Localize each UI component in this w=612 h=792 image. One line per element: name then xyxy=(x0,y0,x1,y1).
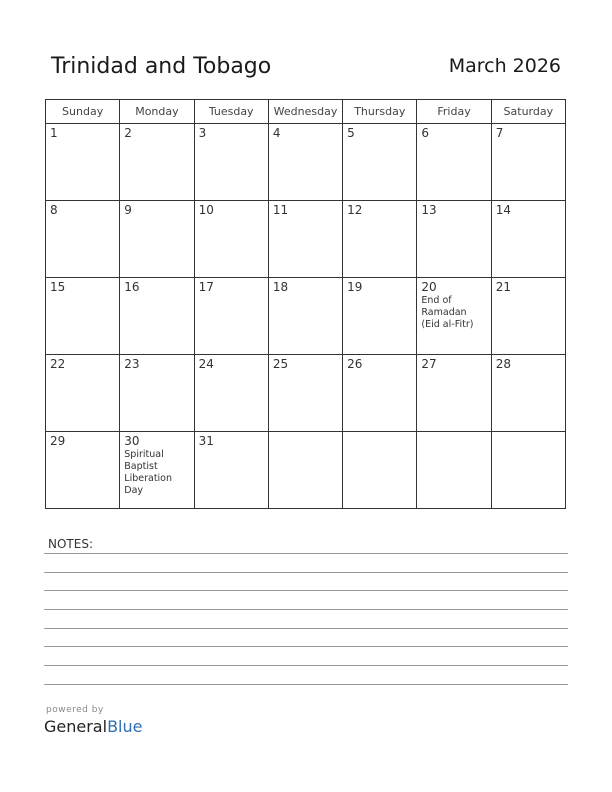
day-number: 28 xyxy=(495,357,511,371)
day-cell xyxy=(268,124,342,201)
day-number: 23 xyxy=(124,357,140,371)
day-cell xyxy=(120,432,194,509)
day-number: 26 xyxy=(347,357,363,371)
weekday-sunday: Sunday xyxy=(46,100,120,124)
day-number: 10 xyxy=(198,203,214,217)
calendar-month: March 2026 xyxy=(448,55,561,77)
note-line xyxy=(44,646,568,647)
day-number: 19 xyxy=(347,280,363,294)
day-number: 14 xyxy=(495,203,511,217)
empty-day-cell xyxy=(491,432,565,509)
day-number: 3 xyxy=(198,126,207,140)
day-cell xyxy=(491,124,565,201)
weekday-monday: Monday xyxy=(120,100,194,124)
day-cell xyxy=(491,355,565,432)
day-cell xyxy=(417,201,491,278)
day-number: 22 xyxy=(50,357,66,371)
day-cell xyxy=(343,124,417,201)
day-cell xyxy=(194,201,268,278)
notes-label: NOTES: xyxy=(48,537,93,551)
day-cell xyxy=(46,432,120,509)
weekday-thursday: Thursday xyxy=(343,100,417,124)
day-cell xyxy=(343,355,417,432)
week-row xyxy=(46,124,566,201)
day-number: 12 xyxy=(347,203,363,217)
day-number: 21 xyxy=(495,280,511,294)
day-cell xyxy=(343,278,417,355)
week-row xyxy=(46,432,566,509)
brand-general: General xyxy=(44,717,108,736)
day-cell xyxy=(417,355,491,432)
day-cell xyxy=(268,278,342,355)
empty-day-cell xyxy=(268,432,342,509)
generalblue-logo[interactable] xyxy=(44,717,142,736)
day-number: 30 xyxy=(124,434,140,448)
day-number: 18 xyxy=(272,280,289,294)
day-cell xyxy=(46,124,120,201)
calendar-grid xyxy=(45,99,566,509)
note-line xyxy=(44,572,568,573)
week-row xyxy=(46,201,566,278)
day-number: 6 xyxy=(421,126,430,140)
powered-by-text: powered by xyxy=(46,705,104,715)
day-cell xyxy=(268,201,342,278)
brand-blue: Blue xyxy=(107,717,143,736)
day-cell xyxy=(120,124,194,201)
note-line xyxy=(44,665,568,666)
holiday-label: Spiritual Baptist Liberation Day xyxy=(124,449,173,496)
day-cell xyxy=(194,432,268,509)
calendar-title: Trinidad and Tobago xyxy=(51,54,272,79)
note-line xyxy=(44,609,568,610)
day-cell xyxy=(46,201,120,278)
day-cell xyxy=(194,278,268,355)
day-number: 16 xyxy=(124,280,140,294)
day-cell xyxy=(120,201,194,278)
day-number: 11 xyxy=(272,203,289,217)
day-number: 2 xyxy=(124,126,132,140)
day-number: 20 xyxy=(421,280,437,294)
day-cell xyxy=(491,201,565,278)
empty-day-cell xyxy=(343,432,417,509)
day-cell xyxy=(46,278,120,355)
day-number: 29 xyxy=(50,434,66,448)
day-cell xyxy=(417,278,491,355)
note-line xyxy=(44,684,568,685)
day-number: 15 xyxy=(50,280,66,294)
day-number: 25 xyxy=(272,357,289,371)
weekday-header-row xyxy=(46,100,566,124)
day-number: 5 xyxy=(347,126,355,140)
day-cell xyxy=(120,278,194,355)
note-line xyxy=(44,553,568,554)
day-number: 8 xyxy=(50,203,58,217)
day-cell xyxy=(268,355,342,432)
weekday-wednesday: Wednesday xyxy=(268,100,342,124)
day-cell xyxy=(417,124,491,201)
week-row xyxy=(46,278,566,355)
empty-day-cell xyxy=(417,432,491,509)
day-number: 17 xyxy=(198,280,214,294)
day-cell xyxy=(343,201,417,278)
day-cell xyxy=(194,124,268,201)
weekday-saturday: Saturday xyxy=(491,100,565,124)
day-cell xyxy=(491,278,565,355)
day-number: 31 xyxy=(198,434,214,448)
note-line xyxy=(44,628,568,629)
day-cell xyxy=(194,355,268,432)
day-number: 4 xyxy=(272,126,281,140)
day-number: 24 xyxy=(198,357,214,371)
note-line xyxy=(44,590,568,591)
day-number: 7 xyxy=(495,126,504,140)
holiday-label: End of Ramadan (Eid al-Fitr) xyxy=(421,295,474,330)
weekday-tuesday: Tuesday xyxy=(194,100,268,124)
day-number: 1 xyxy=(50,126,58,140)
day-cell xyxy=(46,355,120,432)
day-number: 27 xyxy=(421,357,437,371)
day-cell xyxy=(120,355,194,432)
weekday-friday: Friday xyxy=(417,100,491,124)
day-number: 13 xyxy=(421,203,437,217)
day-number: 9 xyxy=(124,203,132,217)
week-row xyxy=(46,355,566,432)
